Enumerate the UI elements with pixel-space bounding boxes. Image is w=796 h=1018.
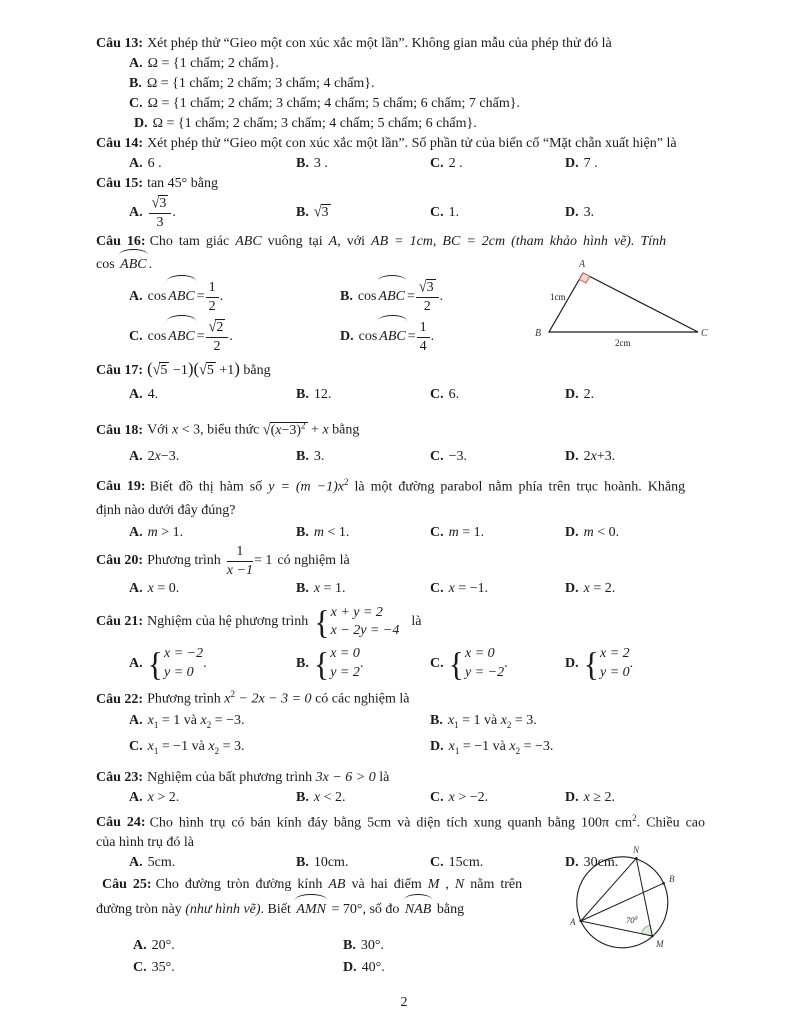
question-14-stem: Câu 14: Xét phép thử “Gieo một con xúc xắc một lần”. Số phần tử của biến cố “Mặt chẵn xuất hiện” là (96, 136, 677, 151)
question-14-option-d: D. 7 . (565, 156, 598, 171)
question-15-stem: Câu 15: tan 45° bằng (96, 176, 218, 191)
question-23-stem: Câu 23: Nghiệm của bất phương trình 3x − 6 > 0 là (96, 769, 390, 785)
question-19-option-d: D. m < 0. (565, 525, 620, 541)
question-19-option-b: B. m < 1. (296, 525, 350, 541)
question-24-stem-line1: Câu 24: Cho hình trụ có bán kính đáy bằng 5cm và diện tích xung quanh bằng 100π $cm^2$. Chiều cao (96, 812, 705, 831)
question-19-option-c: C. m = 1. (430, 525, 485, 541)
triangle-figure (533, 254, 711, 351)
question-17-stem: Câu 17: (√5 −1)(√5 +1) bằng (96, 356, 712, 384)
chord-a-b (581, 883, 664, 921)
question-25-option-c: C. 35°. (133, 960, 175, 976)
question-20-option-d: D. x = 2. (565, 581, 616, 597)
question-20 (96, 543, 712, 599)
question-15-option-b: B. √3 (296, 194, 430, 232)
question-17-option-b: B. 12. (296, 387, 332, 402)
chord-a-n (581, 858, 637, 921)
question-13-option-c: C. Ω = {1 chấm; 2 chấm; 3 chấm; 4 chấm; 5 chấm; 6 chấm; 7 chấm}. (129, 96, 520, 111)
vertex-label-b: B (535, 328, 542, 339)
question-14-option-b: B. 3 . (296, 156, 328, 171)
question-19-options (96, 522, 712, 543)
sqrt: √5 (153, 363, 170, 378)
side-label-ab: 1cm (550, 292, 566, 302)
question-21-options (96, 645, 712, 682)
question-18-stem: Câu 18: Với x < 3, biểu thức $√(x-3)^2 + x$ bằng (96, 410, 712, 446)
question-23-option-a: A. x > 2. (129, 789, 180, 805)
page-number: 2 (400, 995, 408, 1011)
question-18-option-a: A. 2x−3. (129, 448, 180, 464)
question-label: Câu 20: (96, 553, 144, 569)
question-17-option-c: C. 6. (430, 387, 460, 402)
question-label: Câu 21: (96, 614, 144, 630)
question-22-option-c: C. $x_1 = -1$ và $x_2 = 3$. (129, 738, 245, 756)
point-label-a: A (570, 917, 576, 927)
option-key: D. (134, 116, 148, 131)
question-25-options-row1 (96, 935, 566, 957)
question-22-options-row2 (96, 736, 712, 762)
angle-hat: ABC (166, 318, 196, 356)
fraction: $\frac{√3}{2}$ (416, 280, 439, 314)
question-17 (96, 356, 712, 406)
question-21-option-c: C. { x = 0 y = −2 . (430, 644, 508, 683)
question-17-option-a: A. 4. (129, 387, 159, 402)
point-label-m: M (656, 939, 664, 949)
equation-system: { x = 0 y = −2 (448, 644, 505, 683)
sqrt-sign: √ (208, 318, 217, 336)
question-19-stem-line1: Câu 19: Biết đồ thị hàm số $y = (m -1)x^2$ là một đường parabol nằm phía trên trục hoành. Khẳng (96, 476, 686, 495)
question-23 (96, 768, 712, 808)
question-21-option-a: A. { x = −2 y = 0 . (129, 644, 207, 683)
question-23-option-d: D. x ≥ 2. (565, 789, 616, 805)
question-label: Câu 13: (96, 36, 144, 51)
question-15-options (96, 194, 712, 232)
point-label-n: N (633, 845, 640, 855)
question-13 (96, 34, 712, 134)
fraction: $\frac{√3}{3}$ (149, 196, 172, 230)
question-18 (96, 410, 712, 467)
question-13-option-d: D. Ω = {1 chấm; 2 chấm; 3 chấm; 4 chấm; 5 chấm; 6 chấm}. (134, 116, 477, 131)
question-15 (96, 174, 712, 232)
question-14-option-c: C. 2 . (430, 156, 463, 171)
question-15-option-d: D. 3. (565, 205, 595, 220)
question-24-stem-line2: của hình trụ đó là (96, 835, 194, 851)
question-label: Câu 18: (96, 422, 144, 438)
point-n (635, 857, 638, 860)
sqrt-sign: √ (313, 204, 322, 221)
question-14-options (96, 154, 712, 174)
option-key: B. (129, 76, 142, 91)
angle-hat: ABC (377, 278, 407, 316)
brace: { (583, 644, 599, 683)
question-21-option-b: B. { x = 0 y = 2 . (296, 644, 364, 683)
angle-hat: ABC (118, 252, 148, 278)
question-label: Câu 19: (96, 479, 146, 495)
question-18-option-d: D. 2x+3. (565, 448, 616, 464)
question-label: Câu 24: (96, 815, 146, 831)
question-24-option-b: B. 10cm. (296, 855, 349, 871)
question-16-option-c: C. cos ABC = $\frac{√2}{2}$ . (129, 318, 340, 356)
question-25-stem-line1: Câu 25: Cho đường tròn đường kính AB và hai điểm M , N nằm trên (102, 877, 523, 893)
fraction: $\frac{1}{2}$ (206, 280, 219, 314)
equation-system: { x + y = 2 x − 2y = −4 (314, 603, 400, 642)
question-18-option-b: B. 3. (296, 448, 325, 464)
question-20-option-c: C. x = −1. (430, 581, 489, 597)
angle-hat: NAB (403, 897, 433, 923)
question-25-option-b: B. 30°. (343, 938, 384, 954)
question-24-option-c: C. 15cm. (430, 855, 484, 871)
question-22-option-a: A. $x_1 = 1$ và $x_2 = -3$. (129, 712, 245, 730)
angle-hat: AMN (294, 897, 328, 923)
question-25 (96, 873, 566, 979)
angle-label: $70^0$ (626, 915, 638, 925)
sqrt-sign: √ (262, 421, 271, 439)
angle-hat: ABC (377, 318, 407, 356)
point-a (580, 920, 583, 923)
question-22 (96, 684, 712, 761)
question-22-options-row1 (96, 710, 712, 736)
question-13-option-b: B. Ω = {1 chấm; 2 chấm; 3 chấm; 4 chấm}. (129, 76, 375, 91)
question-22-option-b: B. $x_1 = 1$ và $x_2 = 3$. (430, 712, 537, 730)
point-b (662, 882, 665, 885)
point-m (651, 935, 654, 938)
question-23-option-c: C. x > −2. (430, 789, 489, 805)
question-16-option-d: D. cos ABC = $\frac{1}{4}$ . (340, 318, 712, 356)
option-key: A. (129, 56, 143, 71)
question-label: Câu 22: (96, 691, 144, 707)
brace: { (448, 644, 464, 683)
sqrt: √3 (314, 194, 331, 232)
question-19-stem-line2: định nào dưới đây đúng? (96, 503, 236, 519)
brace: { (313, 644, 330, 683)
question-17-option-d: D. 2. (565, 387, 595, 402)
question-17-options (96, 384, 712, 406)
question-22-option-d: D. $x_1 = -1$ và $x_2 = -3$. (430, 738, 554, 756)
sqrt: √5 (199, 363, 216, 378)
question-label: Câu 14: (96, 136, 144, 151)
question-25-options-row2 (96, 957, 566, 979)
angle-hat: ABC (166, 278, 196, 316)
equation-system: { x = −2 y = 0 (147, 644, 204, 683)
equation-system: { x = 2 y = 0 (583, 644, 630, 683)
question-20-stem: Câu 20: Phương trình $\frac{1}{x -1}$ = 1 có nghiệm là (96, 544, 350, 578)
point-label-b: B (669, 874, 675, 884)
sqrt-sign: √ (152, 362, 161, 379)
question-18-options (96, 446, 712, 467)
question-18-option-c: C. −3. (430, 448, 468, 464)
question-23-option-b: B. x < 2. (296, 789, 346, 805)
question-21-option-d: D. { x = 2 y = 0 . (565, 644, 634, 683)
chord-n-m (636, 858, 652, 936)
question-24-option-a: A. 5cm. (129, 855, 176, 871)
question-21 (96, 599, 712, 682)
question-20-option-b: B. x = 1. (296, 581, 346, 597)
question-15-option-a: A. $\frac{√3}{3}$ . (129, 194, 176, 230)
question-25-option-d: D. 40°. (343, 960, 385, 976)
question-16-option-b: B. cos ABC = $\frac{√3}{2}$ . (340, 278, 712, 316)
question-label: Câu 16: (96, 234, 146, 249)
question-13-stem: Câu 13: Xét phép thử “Gieo một con xúc xắc một lần”. Không gian mẫu của phép thử đó là (96, 36, 612, 51)
question-label: Câu 15: (96, 176, 144, 191)
vertex-label-a: A (579, 259, 586, 270)
question-20-options (96, 579, 712, 599)
chord-a-m (581, 921, 653, 936)
question-label: Câu 23: (96, 769, 144, 785)
question-15-option-c: C. 1. (430, 205, 460, 220)
right-angle-marker (579, 273, 589, 283)
question-16-stem-line2: cos ABC . (96, 252, 712, 278)
question-23-options (96, 788, 712, 808)
question-16-option-a: A. cos ABC = $\frac{1}{2}$ . (129, 278, 340, 316)
fraction: $\frac{1}{x -1}$ (226, 544, 253, 578)
circle-figure (570, 843, 706, 970)
sqrt: $√(x-3)^2$ (263, 423, 308, 438)
fraction: $\frac{√2}{2}$ (206, 320, 229, 354)
question-13-option-a: A. Ω = {1 chấm; 2 chấm}. (129, 56, 279, 71)
sqrt-sign: √ (418, 278, 427, 296)
vertex-label-c: C (701, 328, 708, 339)
question-20-option-a: A. x = 0. (129, 581, 180, 597)
brace: { (314, 603, 330, 642)
triangle-outline (549, 273, 698, 332)
side-label-bc: 2cm (615, 338, 631, 348)
brace: { (147, 644, 163, 683)
question-24-option-d: D. 30cm. (565, 855, 619, 871)
question-label: Câu 25: (102, 877, 152, 893)
question-21-stem: Câu 21: Nghiệm của hệ phương trình { x + y = 2 x − 2y = −4 là (96, 603, 422, 642)
question-19-option-a: A. m > 1. (129, 525, 184, 541)
sqrt-sign: √ (199, 362, 207, 379)
fraction: $\frac{1}{4}$ (417, 320, 430, 354)
option-key: C. (129, 96, 143, 111)
equation-system: { x = 0 y = 2 (313, 644, 360, 683)
sqrt-sign: √ (151, 194, 160, 212)
question-19 (96, 470, 712, 544)
question-25-option-a: A. 20°. (133, 938, 175, 954)
question-14 (96, 134, 712, 174)
question-16-stem-line1: Câu 16: Cho tam giác ABC vuông tại A, với AB = 1cm, BC = 2cm (tham khảo hình vẽ). Tính (96, 234, 667, 249)
question-14-option-a: A. 6 . (129, 156, 162, 171)
question-25-stem-line2: đường tròn này (như hình vẽ). Biết AMN = 70°, số đo NAB bằng (96, 897, 566, 923)
question-22-stem: Câu 22: Phương trình $x^2 - 2x - 3 = 0$ có các nghiệm là (96, 689, 410, 707)
question-label: Câu 17: (96, 363, 144, 378)
